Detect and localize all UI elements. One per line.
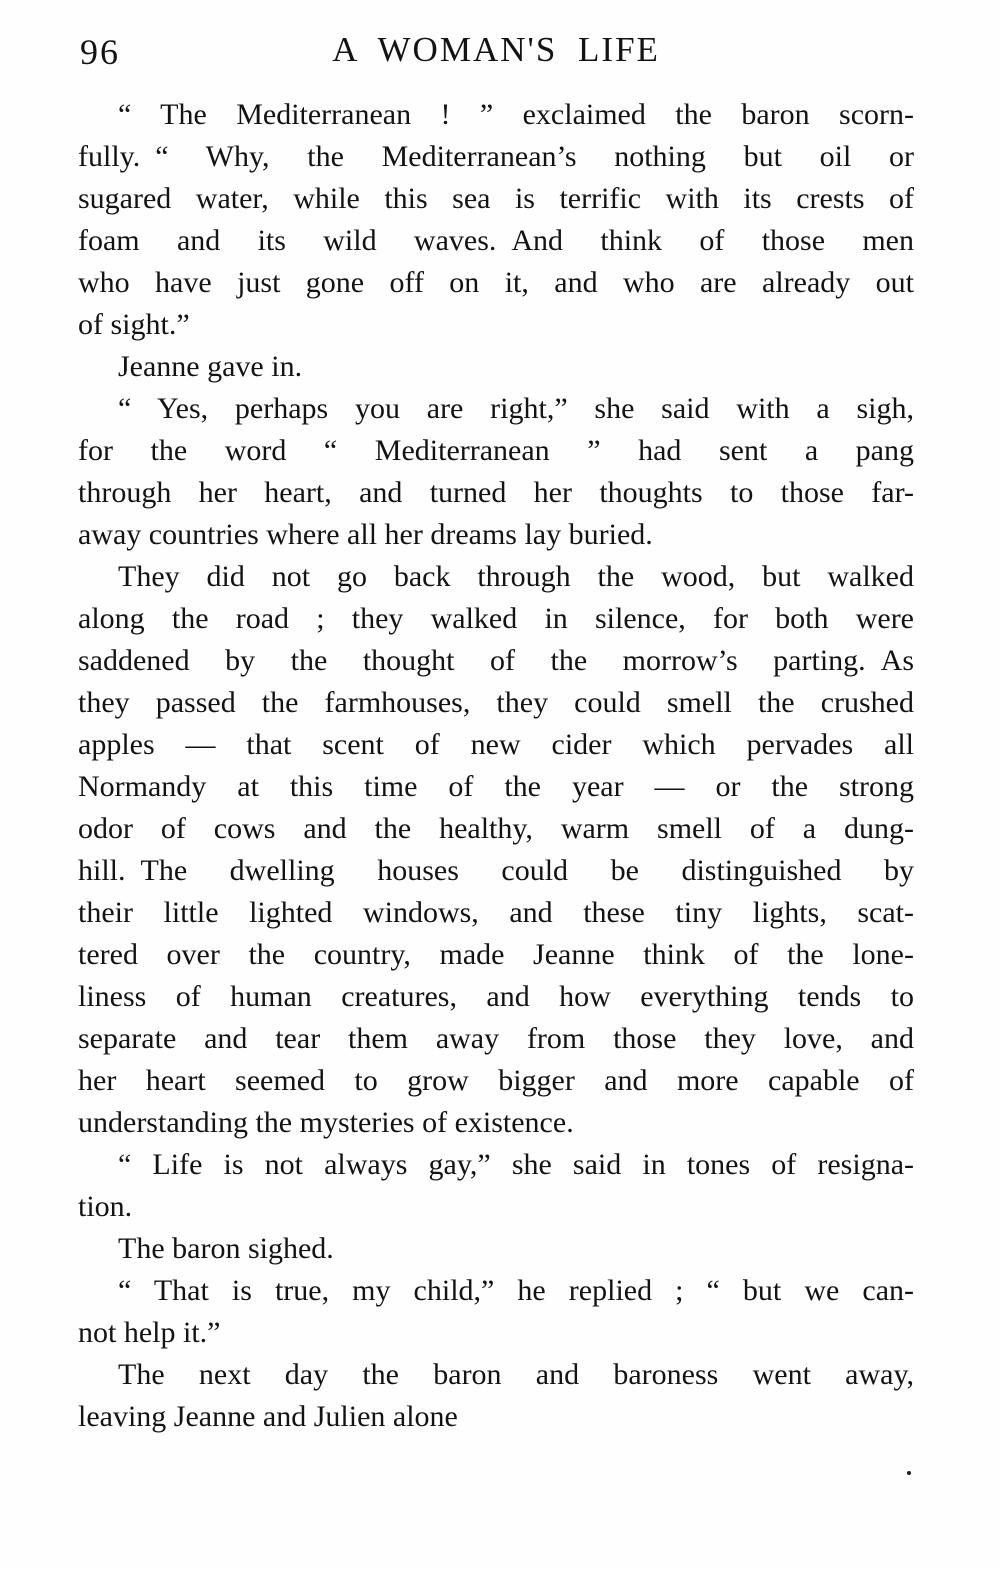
paragraph (78, 1354, 914, 1438)
text-line: odor of cows and the healthy, warm smell of a dung- (78, 812, 914, 845)
text-line: fully. “ Why, the Mediterranean’s nothing but oil or (78, 140, 914, 173)
text-line: The baron sighed. (118, 1232, 334, 1265)
text-line: understanding the mysteries of existence. (78, 1106, 574, 1139)
text-line: her heart seemed to grow bigger and more capable of (78, 1064, 914, 1097)
text-line: sugared water, while this sea is terrific with its crests of (78, 182, 914, 215)
text-line: saddened by the thought of the morrow’s parting. As (78, 644, 914, 677)
text-line: for the word “ Mediterranean ” had sent a pang (78, 434, 914, 467)
text-line: “ Yes, perhaps you are right,” she said with a sigh, (118, 392, 914, 425)
text-line: “ That is true, my child,” he replied ; “ but we can- (118, 1274, 914, 1307)
paragraph (78, 1270, 914, 1354)
text-line: of sight.” (78, 308, 190, 341)
text-line: through her heart, and turned her thoughts to those far- (78, 476, 914, 509)
text-line: separate and tear them away from those they love, and (78, 1022, 914, 1055)
text-line: away countries where all her dreams lay buried. (78, 518, 653, 551)
paragraph (78, 346, 914, 388)
text-line: who have just gone off on it, and who are already out (78, 266, 914, 299)
text-line: not help it.” (78, 1316, 221, 1349)
text-line: along the road ; they walked in silence, for both were (78, 602, 914, 635)
running-head (78, 28, 914, 76)
page-number: 96 (80, 32, 120, 72)
text-line: tion. (78, 1190, 133, 1223)
text-line: hill. The dwelling houses could be distinguished by (78, 854, 914, 887)
paragraph (78, 1144, 914, 1228)
running-title: A WOMAN'S LIFE (332, 30, 660, 69)
text-line: Normandy at this time of the year — or the strong (78, 770, 914, 803)
paragraph (78, 1228, 914, 1270)
text-line: The next day the baron and baroness went away, (118, 1358, 914, 1391)
paragraph (78, 388, 914, 556)
text-line: foam and its wild waves. And think of those men (78, 224, 914, 257)
text-line: “ The Mediterranean ! ” exclaimed the baron scorn- (118, 98, 914, 131)
text-line: their little lighted windows, and these tiny lights, scat- (78, 896, 914, 929)
text-line: apples — that scent of new cider which pervades all (78, 728, 914, 761)
text-line: leaving Jeanne and Julien alone (78, 1400, 458, 1433)
text-line: They did not go back through the wood, but walked (118, 560, 914, 593)
scan-speck (907, 1471, 911, 1475)
paragraph (78, 556, 914, 1144)
text-line: they passed the farmhouses, they could smell the crushed (78, 686, 914, 719)
text-line: tered over the country, made Jeanne think of the lone- (78, 938, 914, 971)
text-line: liness of human creatures, and how everything tends to (78, 980, 914, 1013)
text-block (78, 94, 914, 1438)
paragraph (78, 94, 914, 346)
text-line: “ Life is not always gay,” she said in tones of resigna- (118, 1148, 914, 1181)
text-line: Jeanne gave in. (118, 350, 303, 383)
